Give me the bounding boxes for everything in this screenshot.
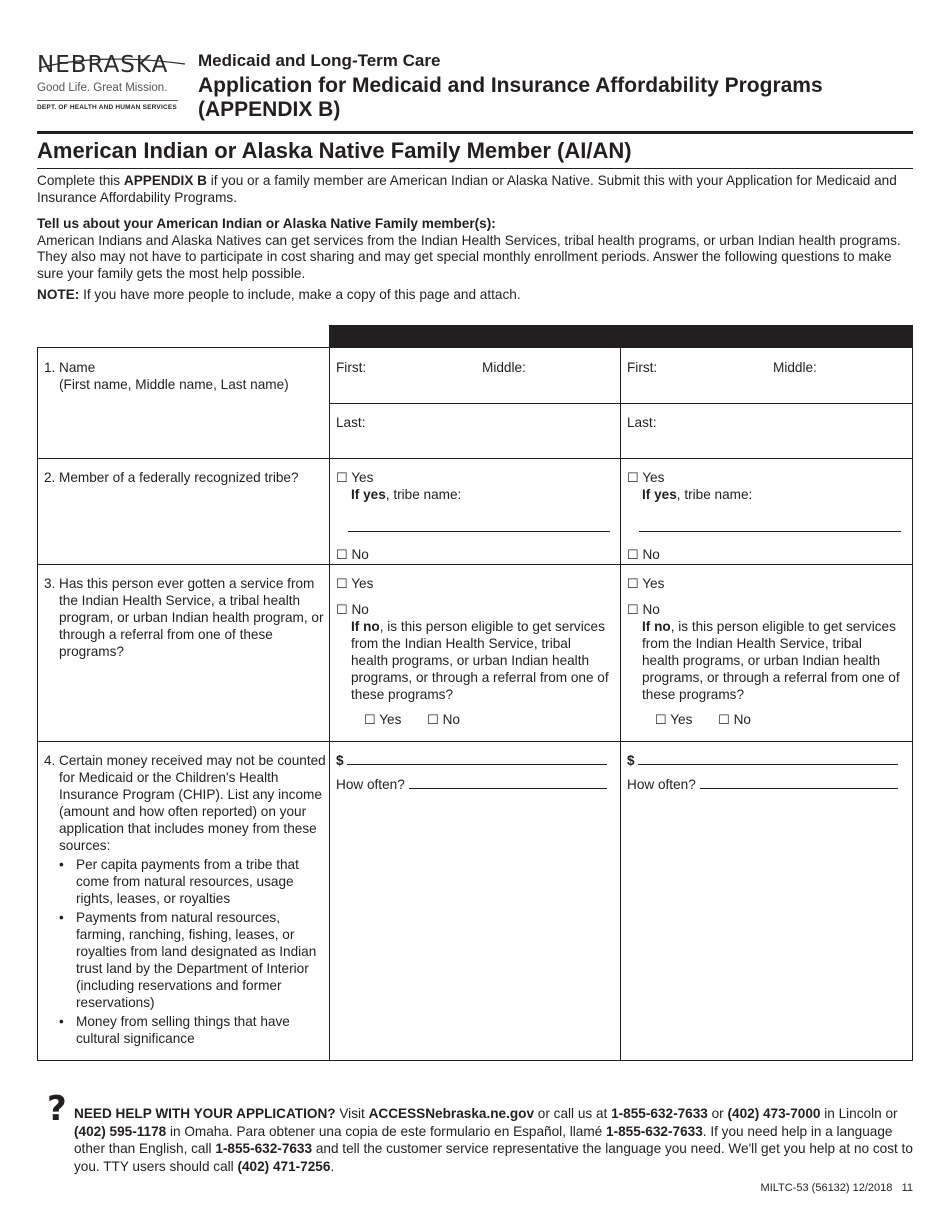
row-divider xyxy=(329,403,913,404)
ihs-no-option[interactable] xyxy=(627,601,902,618)
help-text-part: . xyxy=(330,1158,335,1174)
table-grid xyxy=(37,347,913,1061)
nebraska-dhhs-logo xyxy=(37,50,187,111)
list-item: • Per capita payments from a tribe that come from natural resources, usage rights, leases, or royalties xyxy=(44,856,326,907)
phone-number: 1-855-632-7633 xyxy=(215,1141,313,1156)
family-member-body: American Indians and Alaska Natives can get services from the Indian Health Services, tribal health programs, or urban Indian health programs. They also may not have to participate in cost sharing and may get special monthly enrollment periods. Answer the following questions to make sure your family gets the most help possible. xyxy=(37,232,901,281)
phone-number: 1-855-632-7633 xyxy=(611,1106,708,1121)
help-text-part: or call us at xyxy=(534,1106,612,1121)
question-text: Certain money received may not be counted for Medicaid or the Children's Health Insurance Program (CHIP). List any income (amount and how often reported) on your application that includes money from these sources: xyxy=(59,753,326,853)
income-answer xyxy=(336,752,611,793)
note-paragraph xyxy=(37,287,913,304)
question-subtext: (First name, Middle name, Last name) xyxy=(59,377,289,392)
tribe-name-line[interactable] xyxy=(639,520,901,532)
if-no-question xyxy=(336,618,611,703)
intro-paragraph xyxy=(37,173,913,206)
row-divider xyxy=(38,564,913,565)
checkbox-icon[interactable]: ☐ xyxy=(627,602,639,617)
how-often-label: How often? xyxy=(336,777,405,792)
tribe-member-answer xyxy=(627,469,907,563)
ihs-no-option[interactable] xyxy=(336,601,611,618)
how-often-line[interactable] xyxy=(409,777,607,789)
tribe-member-answer xyxy=(336,469,616,563)
list-item: • Money from selling things that have cultural significance xyxy=(44,1013,326,1047)
option-label: Yes xyxy=(351,470,374,485)
page-header xyxy=(37,50,913,132)
first-name-label[interactable]: First: xyxy=(627,360,658,375)
if-yes-label: If yes xyxy=(642,487,677,502)
option-label: No xyxy=(442,712,460,727)
website-link[interactable]: ACCESSNebraska.ne.gov xyxy=(368,1106,535,1121)
tribe-yes-option[interactable] xyxy=(627,469,907,486)
ihs-service-answer xyxy=(336,575,611,728)
header-titles xyxy=(198,50,823,122)
option-label: Yes xyxy=(670,712,693,727)
checkbox-icon[interactable]: ☐ xyxy=(627,547,639,562)
option-label: Yes xyxy=(379,712,402,727)
column-divider xyxy=(620,348,621,1060)
middle-name-label[interactable]: Middle: xyxy=(773,360,817,375)
logo-wordmark: NEBRASKA xyxy=(37,52,169,78)
question-number: 2. xyxy=(44,470,56,485)
checkbox-icon[interactable]: ☐ xyxy=(336,576,348,591)
help-text xyxy=(74,1105,913,1175)
intro-text: if you or a family member are American Indian or Alaska Native. Submit this with your Application for Medicaid and Insurance Affordability Programs. xyxy=(37,173,897,205)
help-text-part: in Lincoln or xyxy=(820,1106,898,1121)
last-name-label[interactable]: Last: xyxy=(336,415,366,430)
logo-swoosh-icon xyxy=(37,54,187,74)
phone-number: 1-855-632-7633 xyxy=(606,1123,703,1139)
form-footer: MILTC-53 (56132) 12/2018 11 xyxy=(760,1182,913,1194)
dollar-sign: $ xyxy=(627,753,635,768)
section-divider xyxy=(37,168,913,169)
checkbox-icon[interactable]: ☐ xyxy=(655,712,667,727)
row-divider xyxy=(38,458,913,459)
question-text: Name xyxy=(59,360,96,375)
logo-tagline: Good Life. Great Mission. xyxy=(37,82,168,94)
header-subtitle: Medicaid and Long-Term Care xyxy=(198,51,441,70)
option-label: Yes xyxy=(642,470,665,485)
checkbox-icon[interactable]: ☐ xyxy=(364,712,376,727)
if-yes-label: If yes xyxy=(351,487,386,502)
eligible-yes-option[interactable] xyxy=(655,712,692,727)
column-divider xyxy=(329,348,330,1060)
family-member-heading: Tell us about your American Indian or Alaska Native Family member(s): xyxy=(37,216,496,231)
phone-number: (402) 595-1178 xyxy=(74,1123,167,1139)
option-label: Yes xyxy=(642,576,665,591)
option-label: No xyxy=(642,547,660,562)
eligible-options xyxy=(336,711,611,728)
eligible-yes-option[interactable] xyxy=(364,712,401,727)
list-item: • Payments from natural resources, farming, ranching, fishing, leases, or royalties from land designated as Indian trust land by the Department of Interior (including reservations and former reservations) xyxy=(44,909,326,1011)
eligible-no-option[interactable] xyxy=(427,712,460,727)
checkbox-icon[interactable]: ☐ xyxy=(627,576,639,591)
tribe-name-label: , tribe name: xyxy=(676,487,753,502)
income-answer xyxy=(627,752,902,793)
how-often-label: How often? xyxy=(627,777,696,792)
help-text-part: . If you need help in a language other than English, call xyxy=(74,1123,893,1156)
table-header-bar xyxy=(329,325,913,347)
checkbox-icon[interactable]: ☐ xyxy=(336,602,348,617)
question-2 xyxy=(44,469,324,486)
question-number: 4. xyxy=(44,753,56,768)
eligible-no-option[interactable] xyxy=(718,712,751,727)
tty-phone-number: (402) 471-7256 xyxy=(237,1158,331,1174)
tribe-yes-option[interactable] xyxy=(336,469,616,486)
tribe-no-option[interactable] xyxy=(336,546,616,563)
question-text: Member of a federally recognized tribe? xyxy=(59,470,299,485)
checkbox-icon[interactable]: ☐ xyxy=(427,712,439,727)
eligible-options xyxy=(627,711,902,728)
option-label: No xyxy=(351,547,369,562)
last-name-label[interactable]: Last: xyxy=(627,415,657,430)
question-number: 1. xyxy=(44,360,56,375)
if-no-label: If no xyxy=(351,619,380,634)
row-divider xyxy=(38,741,913,742)
aian-form-table xyxy=(37,325,913,1061)
income-source-list xyxy=(44,856,326,1047)
question-1 xyxy=(44,359,324,393)
dollar-sign: $ xyxy=(336,753,344,768)
question-text: Has this person ever gotten a service from the Indian Health Service, a tribal health program, or urban Indian health program, or through a referral from one of these programs? xyxy=(59,576,324,659)
checkbox-icon[interactable]: ☐ xyxy=(718,712,730,727)
help-text-part: in Omaha. Para obtener una copia de este formulario en Español, llamé xyxy=(166,1123,607,1139)
note-text: If you have more people to include, make a copy of this page and attach. xyxy=(79,287,521,302)
option-label: No xyxy=(351,602,369,617)
tribe-name-label: , tribe name: xyxy=(385,487,462,502)
tribe-name-line[interactable] xyxy=(348,520,610,532)
header-divider xyxy=(37,131,913,134)
family-member-paragraph xyxy=(37,216,913,282)
ihs-yes-option[interactable] xyxy=(627,575,902,592)
section-title: American Indian or Alaska Native Family Member (AI/AN) xyxy=(37,138,632,163)
option-label: Yes xyxy=(351,576,374,591)
help-text-part: and tell the customer service representative the language you need. We'll get you help at no cost to you. TTY users should call xyxy=(74,1141,913,1174)
ihs-service-answer xyxy=(627,575,902,728)
if-no-question xyxy=(627,618,902,703)
intro-appendix-label: APPENDIX B xyxy=(123,173,207,188)
help-heading: NEED HELP WITH YOUR APPLICATION? xyxy=(74,1106,336,1121)
question-mark-icon: ? xyxy=(47,1089,67,1129)
tribe-no-option[interactable] xyxy=(627,546,907,563)
option-label: No xyxy=(733,712,751,727)
question-number: 3. xyxy=(44,576,56,591)
checkbox-icon[interactable]: ☐ xyxy=(627,470,639,485)
if-no-text: , is this person eligible to get services from the Indian Health Service, tribal health programs, or urban Indian health programs, or through a referral from one of these programs? xyxy=(642,619,900,702)
checkbox-icon[interactable]: ☐ xyxy=(336,547,348,562)
checkbox-icon[interactable]: ☐ xyxy=(336,470,348,485)
question-3 xyxy=(44,575,326,660)
amount-line[interactable] xyxy=(347,753,607,765)
how-often-line[interactable] xyxy=(700,777,898,789)
help-text-part: or xyxy=(707,1106,728,1121)
help-text-part: Visit xyxy=(335,1106,369,1121)
phone-number: (402) 473-7000 xyxy=(727,1106,821,1121)
question-4 xyxy=(44,752,326,1047)
logo-department: DEPT. OF HEALTH AND HUMAN SERVICES xyxy=(37,100,178,111)
ihs-yes-option[interactable] xyxy=(336,575,611,592)
header-title-line2: (APPENDIX B) xyxy=(198,98,341,121)
first-name-label[interactable]: First: xyxy=(336,360,367,375)
middle-name-label[interactable]: Middle: xyxy=(482,360,526,375)
amount-line[interactable] xyxy=(638,753,898,765)
note-label: NOTE: xyxy=(37,287,80,302)
intro-text: Complete this xyxy=(37,173,124,188)
header-title-line1: Application for Medicaid and Insurance Affordability Programs xyxy=(198,74,823,97)
if-no-text: , is this person eligible to get services from the Indian Health Service, tribal health programs, or urban Indian health programs, or through a referral from one of these programs? xyxy=(351,619,609,702)
if-no-label: If no xyxy=(642,619,671,634)
option-label: No xyxy=(642,602,660,617)
